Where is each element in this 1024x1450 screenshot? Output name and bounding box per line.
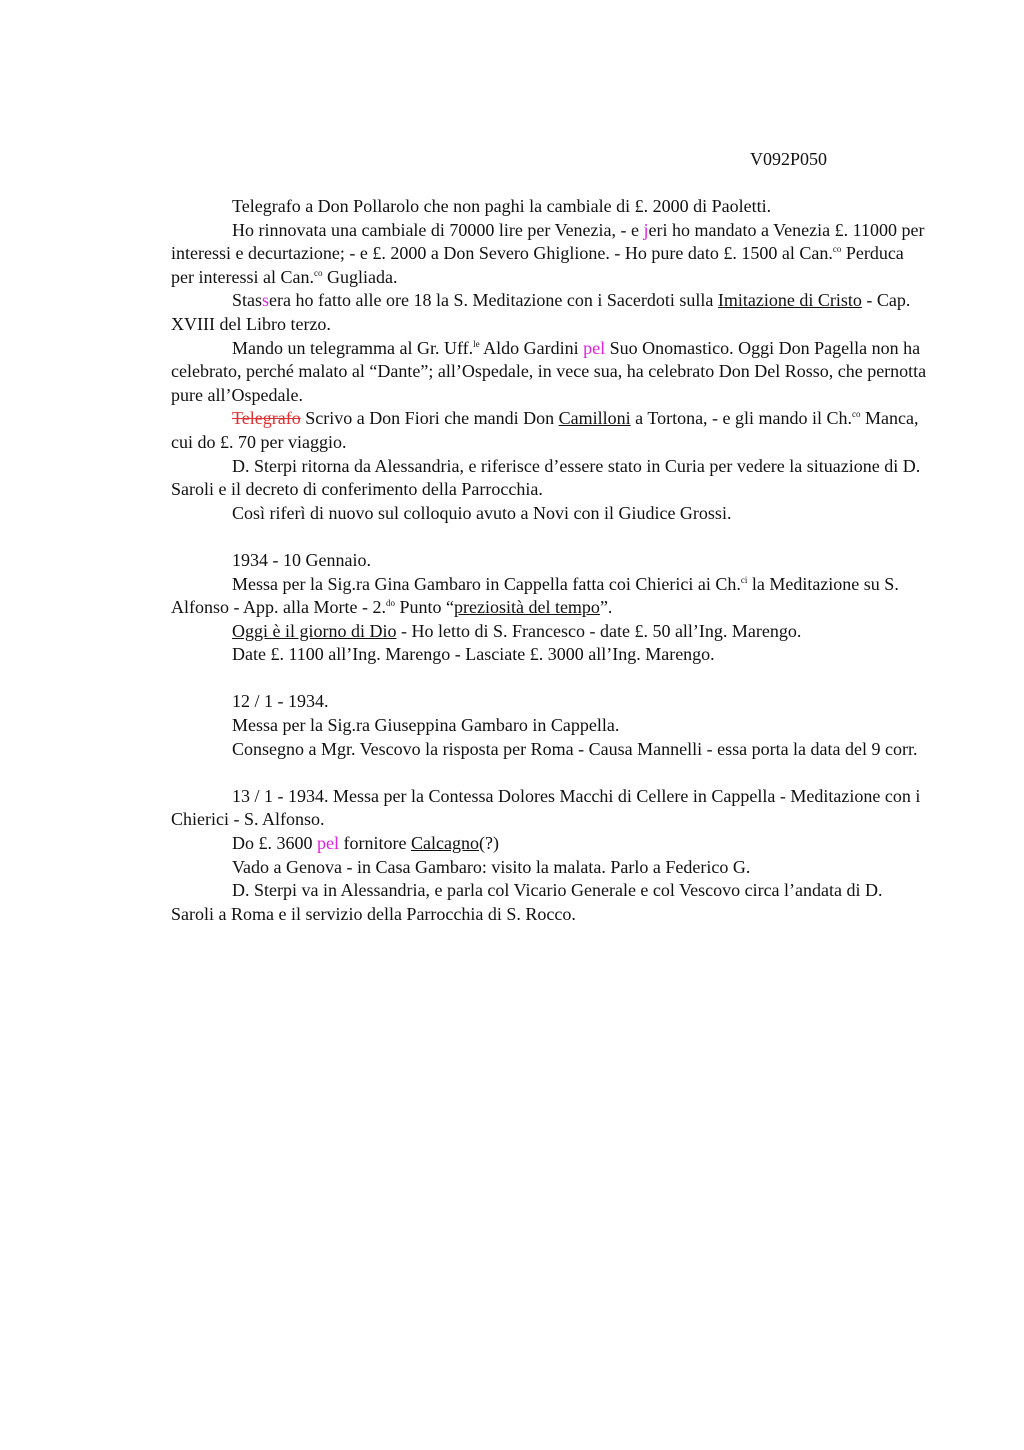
underlined-title: Imitazione di Cristo [717,290,862,311]
underlined-phrase: Oggi è il giorno di Dio [232,620,397,641]
text: Messa per la Sig.ra Gina Gambaro in Cappella fatta coi Chierici ai Ch. [232,573,741,594]
text: a Tortona, - e gli mando il Ch. [630,408,853,429]
paragraph: Vado a Genova - in Casa Gambaro: visito la malata. Parlo a Federico G. [232,856,751,877]
text: - Cap. XVIII del Libro terzo. [171,290,911,334]
paragraph: Così riferì di nuovo sul colloquio avuto a Novi con il Giudice Grossi. [232,502,732,523]
text: ”. [599,597,613,618]
paragraph [171,573,927,620]
text: Manca, cui do £. 70 per viaggio. [171,408,919,452]
text: la Meditazione su S. Alfonso - App. alla Morte - 2. [171,573,899,618]
paragraph [171,219,927,290]
superscript: co [832,244,842,255]
superscript: co [313,267,323,278]
text: - Ho letto di S. Francesco - date £. 50 all’Ing. Marengo. [396,620,802,641]
superscript: le [473,338,480,349]
superscript: do [385,598,395,609]
paragraph: 13 / 1 - 1934. Messa per la Contessa Dolores Macchi di Cellere in Cappella - Meditazione con i Chierici - S. Alfonso. [171,785,921,830]
text: Perduca per interessi al Can. [171,243,904,287]
text: Punto “ [394,597,454,618]
text: fornitore [339,833,411,854]
date-heading: 12 / 1 - 1934. [232,691,329,712]
paragraph [171,407,927,454]
paragraph: Messa per la Sig.ra Giuseppina Gambaro in Cappella. [232,715,620,736]
paragraph: Date £. 1100 all’Ing. Marengo - Lasciate £. 3000 all’Ing. Marengo. [232,644,715,665]
page-id: V092P050 [750,149,828,169]
paragraph [171,620,927,644]
superscript: co [852,409,861,420]
text: Ho rinnovata una cambiale di 70000 lire per Venezia, - e [232,219,644,240]
text: Gugliada. [322,266,398,287]
underlined-phrase: preziosità del tempo [453,597,600,618]
paragraph: D. Sterpi va in Alessandria, e parla col Vicario Generale e col Vescovo circa l’andata di D. Saroli a Roma e il servizio della Parrocchia di S. Rocco. [171,880,883,924]
paragraph [171,337,927,408]
underlined-name: Calcagno [410,833,479,854]
date-heading: 1934 - 10 Gennaio. [232,549,371,570]
paragraph: Telegrafo a Don Pollarolo che non paghi la cambiale di £. 2000 di Paoletti. [232,196,772,216]
struck-word: Telegrafo [232,408,301,429]
text: Aldo Gardini [479,337,584,358]
correction-highlight: j [643,219,649,240]
text: Stas [232,290,263,311]
text: Mando un telegramma al Gr. Uff. [232,337,474,358]
correction-highlight: pel [317,833,339,854]
text: era ho fatto alle ore 18 la S. Meditazione con i Sacerdoti sulla [269,290,718,311]
text: (?) [478,833,499,854]
document-body [171,195,927,926]
paragraph: Consegno a Mgr. Vescovo la risposta per Roma - Causa Mannelli - essa porta la data del 9 corr. [232,738,918,759]
text: Scrivo a Don Fiori che mandi Don [300,408,559,429]
text: Do £. 3600 [232,833,317,854]
text: Suo Onomastico. Oggi Don Pagella non ha celebrato, perché malato al “Dante”; all’Ospedale, in vece sua, ha celebrato Don Del Rosso, che pernotta pure all’Ospedale. [171,337,927,405]
text: eri ho mandato a Venezia £. 11000 per interessi e decurtazione; - e £. 2000 a Don Severo Ghiglione. - Ho pure dato £. 1500 al Can. [171,219,925,264]
underlined-name: Camilloni [558,408,631,429]
paragraph [171,289,927,336]
superscript: ci [740,574,748,585]
correction-highlight: pel [583,337,606,358]
paragraph [171,832,927,856]
correction-highlight: s [262,290,270,311]
paragraph: D. Sterpi ritorna da Alessandria, e riferisce d’essere stato in Curia per vedere la situazione di D. Saroli e il decreto di conferimento della Parrocchia. [171,455,921,500]
